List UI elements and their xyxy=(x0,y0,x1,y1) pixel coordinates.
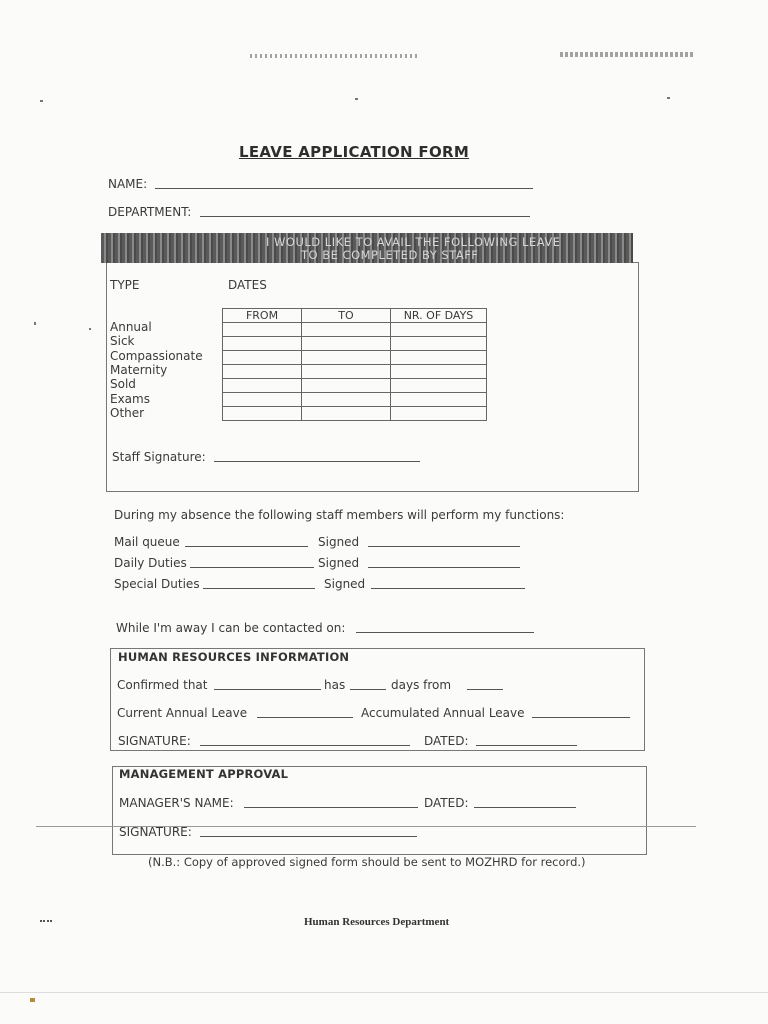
special-duties-signed-label: Signed xyxy=(324,577,366,591)
daily-duties-label: Daily Duties xyxy=(114,556,187,570)
hr-dated-field[interactable] xyxy=(476,745,577,746)
scan-speck xyxy=(34,322,36,325)
cell[interactable] xyxy=(391,393,487,407)
footer-department: Human Resources Department xyxy=(304,916,450,928)
days-from-field[interactable] xyxy=(467,689,503,690)
cell[interactable] xyxy=(302,379,391,393)
contact-label: While I'm away I can be contacted on: xyxy=(116,621,346,635)
cell[interactable] xyxy=(302,323,391,337)
cell[interactable] xyxy=(223,351,302,365)
contact-field[interactable] xyxy=(356,632,534,633)
leave-type-compassionate: Compassionate xyxy=(110,349,203,363)
confirmed-label: Confirmed that xyxy=(117,678,208,692)
banner-line-1: I WOULD LIKE TO AVAIL THE FOLLOWING LEAVE xyxy=(266,235,561,249)
table-row xyxy=(223,323,487,337)
scan-speck xyxy=(89,328,91,330)
col-nr-days: NR. OF DAYS xyxy=(391,309,487,323)
cell[interactable] xyxy=(223,407,302,421)
table-row xyxy=(223,337,487,351)
leave-type-sold: Sold xyxy=(110,377,136,391)
leave-type-sick: Sick xyxy=(110,334,135,348)
department-field[interactable] xyxy=(200,216,530,217)
absence-intro: During my absence the following staff members will perform my functions: xyxy=(114,508,565,522)
cell[interactable] xyxy=(302,407,391,421)
hr-info-heading: HUMAN RESOURCES INFORMATION xyxy=(118,650,350,664)
name-field[interactable] xyxy=(155,188,533,189)
scan-header-noise xyxy=(250,54,420,58)
record-note: (N.B.: Copy of approved signed form should be sent to MOZHRD for record.) xyxy=(148,855,586,869)
has-label: has xyxy=(324,678,346,692)
scan-speck xyxy=(40,100,43,102)
hr-signature-label: SIGNATURE: xyxy=(118,734,191,748)
mgmt-signature-label: SIGNATURE: xyxy=(119,825,192,839)
cell[interactable] xyxy=(223,365,302,379)
cell[interactable] xyxy=(302,393,391,407)
department-label: DEPARTMENT: xyxy=(108,205,192,219)
daily-duties-signed-field[interactable] xyxy=(368,567,520,568)
daily-duties-signed-label: Signed xyxy=(318,556,360,570)
table-row xyxy=(223,365,487,379)
col-to: TO xyxy=(302,309,391,323)
cell[interactable] xyxy=(302,337,391,351)
mail-queue-label: Mail queue xyxy=(114,535,180,549)
leave-type-maternity: Maternity xyxy=(110,363,168,377)
special-duties-label: Special Duties xyxy=(114,577,200,591)
special-duties-field[interactable] xyxy=(203,588,315,589)
scan-speck xyxy=(30,998,35,1002)
mail-queue-signed-label: Signed xyxy=(318,535,360,549)
mgmt-dated-field[interactable] xyxy=(474,807,576,808)
manager-name-field[interactable] xyxy=(244,807,418,808)
cell[interactable] xyxy=(391,365,487,379)
mgmt-signature-field[interactable] xyxy=(200,836,417,837)
daily-duties-field[interactable] xyxy=(190,567,314,568)
cell[interactable] xyxy=(302,351,391,365)
scan-header-noise-right xyxy=(560,52,695,57)
table-row xyxy=(223,393,487,407)
table-row xyxy=(223,351,487,365)
dates-label: DATES xyxy=(228,278,267,292)
current-leave-field[interactable] xyxy=(257,717,353,718)
cell[interactable] xyxy=(391,323,487,337)
cell[interactable] xyxy=(391,337,487,351)
scan-speck xyxy=(355,98,358,100)
hr-signature-field[interactable] xyxy=(200,745,410,746)
mail-queue-signed-field[interactable] xyxy=(368,546,520,547)
name-label: NAME: xyxy=(108,177,148,191)
cell[interactable] xyxy=(391,351,487,365)
cell[interactable] xyxy=(302,365,391,379)
accumulated-leave-field[interactable] xyxy=(532,717,630,718)
leave-type-exams: Exams xyxy=(110,392,150,406)
management-heading: MANAGEMENT APPROVAL xyxy=(119,767,289,781)
cell[interactable] xyxy=(391,407,487,421)
leave-type-other: Other xyxy=(110,406,145,420)
form-title: LEAVE APPLICATION FORM xyxy=(239,143,470,161)
table-row xyxy=(223,379,487,393)
type-label: TYPE xyxy=(110,278,140,292)
days-from-label: days from xyxy=(391,678,452,692)
confirmed-name-field[interactable] xyxy=(214,689,321,690)
table-row xyxy=(223,407,487,421)
cell[interactable] xyxy=(223,337,302,351)
col-from: FROM xyxy=(223,309,302,323)
manager-name-label: MANAGER'S NAME: xyxy=(119,796,234,810)
scan-speck xyxy=(40,920,52,930)
days-count-field[interactable] xyxy=(350,689,386,690)
cell[interactable] xyxy=(223,323,302,337)
staff-signature-field[interactable] xyxy=(214,461,420,462)
mgmt-dated-label: DATED: xyxy=(424,796,469,810)
leave-banner xyxy=(101,233,633,263)
table-header-row xyxy=(223,309,487,323)
cell[interactable] xyxy=(223,379,302,393)
accumulated-leave-label: Accumulated Annual Leave xyxy=(361,706,525,720)
banner-line-2: TO BE COMPLETED BY STAFF xyxy=(301,248,479,262)
scan-speck xyxy=(667,97,670,99)
scan-bottom-edge xyxy=(0,992,768,993)
leave-dates-table xyxy=(222,308,487,421)
leave-type-annual: Annual xyxy=(110,320,152,334)
cell[interactable] xyxy=(223,393,302,407)
special-duties-signed-field[interactable] xyxy=(371,588,525,589)
staff-signature-label: Staff Signature: xyxy=(112,450,206,464)
mail-queue-field[interactable] xyxy=(185,546,308,547)
current-leave-label: Current Annual Leave xyxy=(117,706,248,720)
hr-dated-label: DATED: xyxy=(424,734,469,748)
cell[interactable] xyxy=(391,379,487,393)
